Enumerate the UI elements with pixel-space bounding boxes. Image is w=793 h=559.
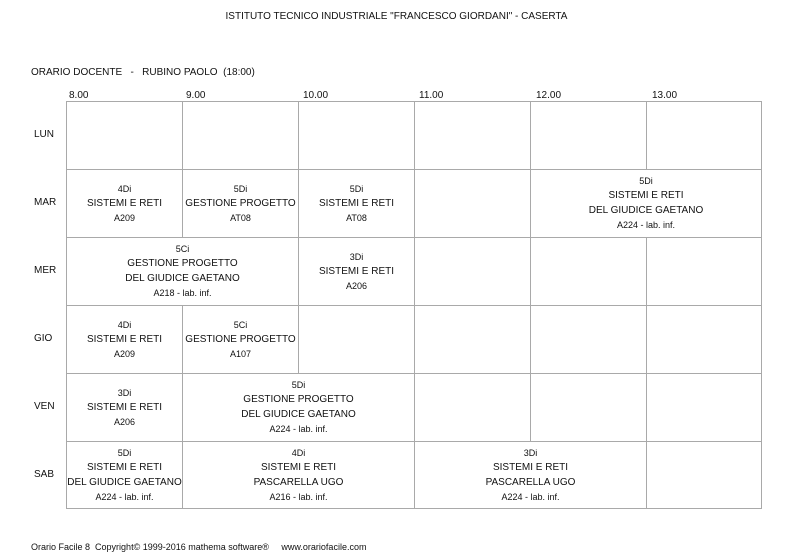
lesson-co-teacher: DEL GIUDICE GAETANO (67, 476, 182, 488)
lesson-cell-mer-1-2[interactable] (66, 237, 299, 306)
lesson-subject: SISTEMI E RETI (318, 197, 394, 209)
lesson-co-teacher: PASCARELLA UGO (253, 476, 344, 488)
day-label-ven: VEN (34, 401, 55, 412)
lesson-co-teacher: DEL GIUDICE GAETANO (125, 273, 240, 284)
lesson-room: A216 - lab. inf. (269, 491, 328, 502)
lesson-subject: SISTEMI E RETI (608, 190, 684, 201)
teacher-name: RUBINO PAOLO (142, 67, 218, 78)
day-label-lun: LUN (34, 129, 55, 140)
lesson-class: 3Di (349, 251, 364, 262)
lesson-room: A206 (113, 416, 136, 427)
lesson-cell-sab-1[interactable] (66, 441, 183, 509)
lesson-cell-mar-3[interactable] (298, 169, 415, 238)
lesson-class: 3Di (117, 387, 132, 398)
lesson-class: 5Di (639, 176, 653, 186)
lesson-co-teacher: DEL GIUDICE GAETANO (241, 409, 356, 420)
timetable-grid (66, 101, 762, 509)
lesson-subject: SISTEMI E RETI (260, 461, 336, 473)
lesson-cell-sab-2-3[interactable] (182, 441, 415, 509)
lesson-room: AT08 (346, 212, 367, 223)
lesson-class: 5Di (291, 380, 306, 390)
footer (31, 542, 366, 552)
day-label-mer: MER (34, 265, 57, 276)
lesson-room: A224 - lab. inf. (616, 220, 676, 230)
lesson-room: A209 (113, 212, 136, 223)
lesson-room: A209 (113, 348, 136, 359)
lesson-subject: SISTEMI E RETI (86, 461, 162, 473)
time-label-12: 12.00 (536, 90, 562, 101)
lesson-class: 4Di (117, 183, 132, 194)
lesson-subject: SISTEMI E RETI (86, 401, 162, 413)
lesson-subject: SISTEMI E RETI (492, 461, 568, 473)
lesson-class: 5Di (117, 447, 132, 458)
lesson-room: A218 - lab. inf. (153, 288, 212, 298)
schedule-label: ORARIO DOCENTE (31, 67, 123, 78)
time-label-10: 10.00 (303, 90, 329, 101)
lesson-subject: SISTEMI E RETI (86, 333, 162, 345)
lesson-class: 5Ci (175, 244, 190, 254)
lesson-cell-mar-1[interactable] (66, 169, 183, 238)
footer-website[interactable]: www.orariofacile.com (281, 542, 367, 552)
lesson-class: 3Di (523, 447, 538, 458)
lesson-cell-ven-1[interactable] (66, 373, 183, 442)
lesson-cell-ven-2-3[interactable] (182, 373, 415, 442)
time-label-8: 8.00 (69, 90, 89, 101)
time-label-11: 11.00 (419, 90, 444, 101)
day-label-mar: MAR (34, 197, 57, 208)
lesson-class: 4Di (117, 319, 132, 330)
lesson-cell-mer-3[interactable] (298, 237, 415, 306)
lesson-subject: GESTIONE PROGETTO (243, 394, 354, 405)
lesson-room: AT08 (230, 212, 251, 223)
lesson-subject: GESTIONE PROGETTO (185, 197, 296, 209)
lesson-subject: SISTEMI E RETI (318, 265, 394, 277)
lesson-class: 4Di (291, 447, 306, 458)
lesson-class: 5Di (233, 183, 248, 194)
lesson-co-teacher: DEL GIUDICE GAETANO (588, 205, 704, 216)
lesson-room: A206 (345, 280, 368, 291)
lesson-cell-mar-2[interactable] (182, 169, 299, 238)
lesson-room: A224 - lab. inf. (501, 491, 560, 502)
lesson-room: A224 - lab. inf. (269, 424, 328, 434)
lesson-subject: GESTIONE PROGETTO (185, 333, 296, 345)
lesson-room: A107 (229, 348, 252, 359)
grid-line (761, 101, 762, 509)
lesson-co-teacher: PASCARELLA UGO (485, 476, 576, 488)
lesson-room: A224 - lab. inf. (95, 491, 154, 502)
day-label-sab: SAB (34, 469, 55, 480)
footer-copyright: Copyright© 1999-2016 mathema software® (95, 542, 269, 552)
teacher-header (31, 67, 255, 78)
lesson-subject: SISTEMI E RETI (86, 197, 162, 209)
lesson-cell-gio-1[interactable] (66, 305, 183, 374)
lesson-class: 5Ci (233, 319, 248, 330)
time-label-13: 13.00 (652, 90, 678, 101)
lesson-cell-sab-4-5[interactable] (414, 441, 647, 509)
day-label-gio: GIO (34, 333, 53, 344)
lesson-cell-gio-2[interactable] (182, 305, 299, 374)
school-title: ISTITUTO TECNICO INDUSTRIALE "FRANCESCO GIORDANI" - CASERTA (225, 11, 568, 22)
teacher-hours: (18:00) (223, 67, 255, 78)
lesson-class: 5Di (349, 183, 364, 194)
footer-product: Orario Facile 8 (31, 542, 91, 552)
header-separator: - (130, 67, 134, 78)
lesson-cell-mar-5-6[interactable] (530, 169, 762, 238)
time-label-9: 9.00 (186, 90, 206, 101)
lesson-subject: GESTIONE PROGETTO (127, 258, 238, 269)
